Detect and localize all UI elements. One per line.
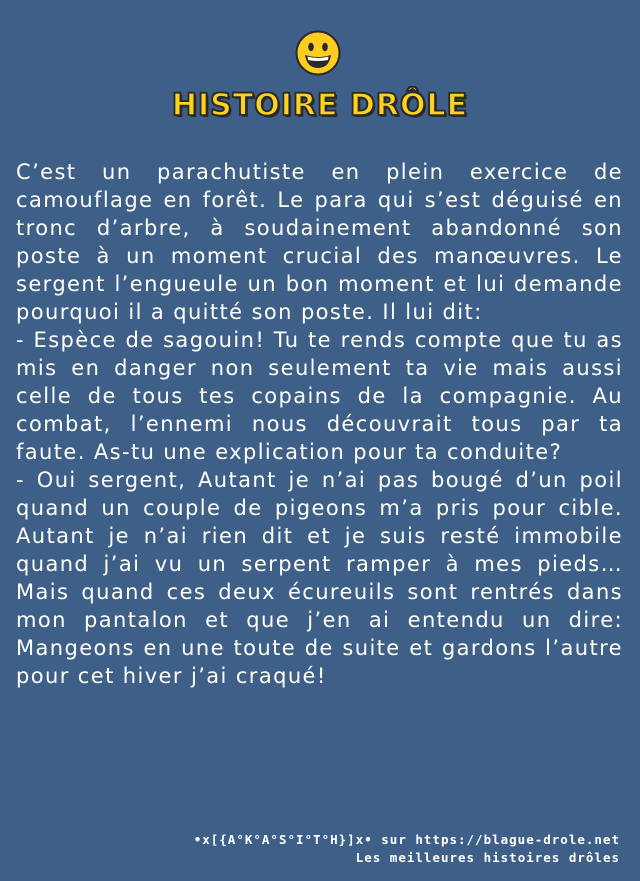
joke-paragraph: - Oui sergent, Autant je n’ai pas bougé d’un poil quand un couple de pigeons m’a pris pour cible. Autant je n’ai rien dit et je suis resté immobile quand j’ai vu un serpent ramper à mes pieds… Mais quand ces deux écureuils sont rentrés dans mon pantalon et que j’en ai entendu un dire: Mangeons en une toute de suite et gardons l’autre pour cet hiver j’ai craqué! xyxy=(16,468,623,688)
footer-tagline: Les meilleures histoires drôles xyxy=(355,850,620,865)
joke-paragraph: - Espèce de sagouin! Tu te rends compte que tu as mis en danger non seulement ta vie mais aussi celle de tous tes copains de la compagnie. Au combat, l’ennemi nous découvrait tous par ta faute. As-tu une explication pour ta conduite? xyxy=(16,328,623,464)
joke-paragraph: C’est un parachutiste en plein exercice de camouflage en forêt. Le para qui s’est déguisé en tronc d’arbre, à soudainement abandonné son poste à un moment crucial des manœuvres. Le sergent l’engueule un bon moment et lui demande pourquoi il a quitté son poste. Il lui dit: xyxy=(16,160,623,324)
joke-text xyxy=(16,158,623,690)
footer-credit: •x[{A°K°A°S°I°T°H}]x• sur https://blague-drole.net xyxy=(193,832,620,847)
grinning-face-icon xyxy=(295,30,341,76)
page-title: HISTOIRE DRÔLE xyxy=(171,88,469,123)
